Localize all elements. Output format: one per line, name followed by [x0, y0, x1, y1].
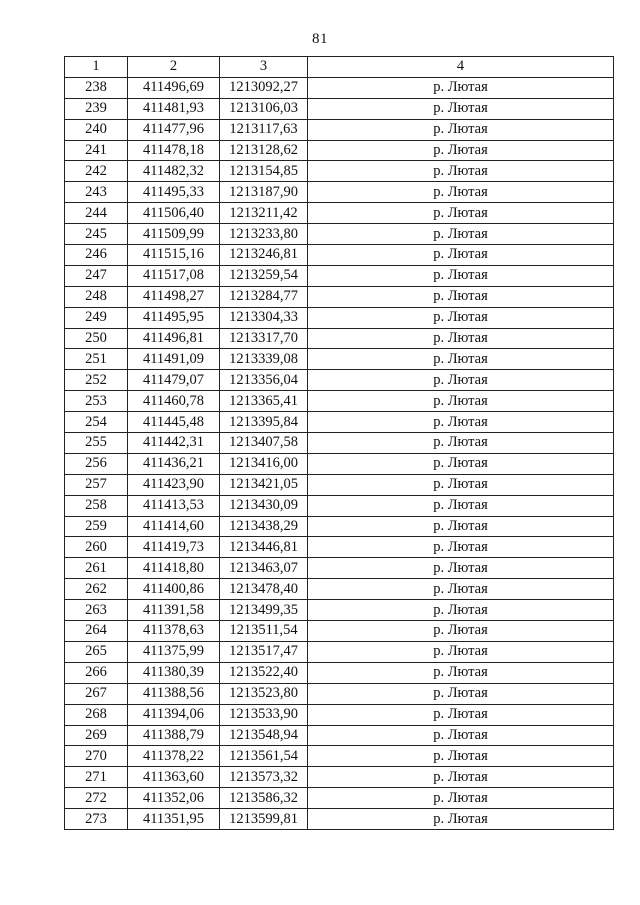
x-coordinate-cell: 411478,18	[128, 140, 220, 161]
point-number-cell: 243	[65, 182, 128, 203]
point-number-cell: 239	[65, 98, 128, 119]
object-name-cell: р. Лютая	[308, 641, 614, 662]
y-coordinate-cell: 1213304,33	[220, 307, 308, 328]
y-coordinate-cell: 1213407,58	[220, 433, 308, 454]
point-number-cell: 272	[65, 788, 128, 809]
x-coordinate-cell: 411495,33	[128, 182, 220, 203]
x-coordinate-cell: 411375,99	[128, 641, 220, 662]
y-coordinate-cell: 1213284,77	[220, 286, 308, 307]
table-row	[65, 161, 614, 182]
point-number-cell: 238	[65, 77, 128, 98]
y-coordinate-cell: 1213517,47	[220, 641, 308, 662]
page-number: 81	[312, 31, 328, 47]
table-row	[65, 391, 614, 412]
y-coordinate-cell: 1213499,35	[220, 600, 308, 621]
y-coordinate-cell: 1213446,81	[220, 537, 308, 558]
header-row	[65, 57, 614, 78]
x-coordinate-cell: 411506,40	[128, 203, 220, 224]
table-row	[65, 579, 614, 600]
object-name-cell: р. Лютая	[308, 140, 614, 161]
y-coordinate-cell: 1213365,41	[220, 391, 308, 412]
x-coordinate-cell: 411495,95	[128, 307, 220, 328]
object-name-cell: р. Лютая	[308, 224, 614, 245]
point-number-cell: 271	[65, 767, 128, 788]
table-row	[65, 641, 614, 662]
point-number-cell: 265	[65, 641, 128, 662]
table-row	[65, 224, 614, 245]
object-name-cell: р. Лютая	[308, 307, 614, 328]
point-number-cell: 247	[65, 265, 128, 286]
x-coordinate-cell: 411352,06	[128, 788, 220, 809]
y-coordinate-cell: 1213416,00	[220, 453, 308, 474]
y-coordinate-cell: 1213339,08	[220, 349, 308, 370]
x-coordinate-cell: 411477,96	[128, 119, 220, 140]
object-name-cell: р. Лютая	[308, 746, 614, 767]
table-header	[65, 57, 614, 78]
table-row	[65, 119, 614, 140]
table-row	[65, 245, 614, 266]
object-name-cell: р. Лютая	[308, 809, 614, 830]
x-coordinate-cell: 411482,32	[128, 161, 220, 182]
table-row	[65, 412, 614, 433]
table-row	[65, 203, 614, 224]
object-name-cell: р. Лютая	[308, 767, 614, 788]
y-coordinate-cell: 1213106,03	[220, 98, 308, 119]
table-row	[65, 516, 614, 537]
x-coordinate-cell: 411414,60	[128, 516, 220, 537]
y-coordinate-cell: 1213478,40	[220, 579, 308, 600]
y-coordinate-cell: 1213092,27	[220, 77, 308, 98]
y-coordinate-cell: 1213561,54	[220, 746, 308, 767]
object-name-cell: р. Лютая	[308, 788, 614, 809]
column-header-number: 1	[65, 57, 128, 78]
table-row	[65, 704, 614, 725]
x-coordinate-cell: 411400,86	[128, 579, 220, 600]
y-coordinate-cell: 1213421,05	[220, 474, 308, 495]
x-coordinate-cell: 411419,73	[128, 537, 220, 558]
object-name-cell: р. Лютая	[308, 600, 614, 621]
point-number-cell: 240	[65, 119, 128, 140]
table-row	[65, 307, 614, 328]
x-coordinate-cell: 411394,06	[128, 704, 220, 725]
x-coordinate-cell: 411442,31	[128, 433, 220, 454]
object-name-cell: р. Лютая	[308, 516, 614, 537]
point-number-cell: 248	[65, 286, 128, 307]
table-row	[65, 725, 614, 746]
y-coordinate-cell: 1213395,84	[220, 412, 308, 433]
object-name-cell: р. Лютая	[308, 203, 614, 224]
y-coordinate-cell: 1213259,54	[220, 265, 308, 286]
x-coordinate-cell: 411498,27	[128, 286, 220, 307]
point-number-cell: 256	[65, 453, 128, 474]
column-header-y: 3	[220, 57, 308, 78]
point-number-cell: 270	[65, 746, 128, 767]
point-number-cell: 244	[65, 203, 128, 224]
table-row	[65, 182, 614, 203]
table-row	[65, 662, 614, 683]
object-name-cell: р. Лютая	[308, 349, 614, 370]
y-coordinate-cell: 1213430,09	[220, 495, 308, 516]
column-header-x: 2	[128, 57, 220, 78]
x-coordinate-cell: 411378,63	[128, 621, 220, 642]
object-name-cell: р. Лютая	[308, 286, 614, 307]
table-row	[65, 600, 614, 621]
object-name-cell: р. Лютая	[308, 537, 614, 558]
x-coordinate-cell: 411496,81	[128, 328, 220, 349]
object-name-cell: р. Лютая	[308, 245, 614, 266]
object-name-cell: р. Лютая	[308, 725, 614, 746]
table-row	[65, 746, 614, 767]
coordinates-table	[64, 56, 614, 830]
object-name-cell: р. Лютая	[308, 412, 614, 433]
table-row	[65, 558, 614, 579]
object-name-cell: р. Лютая	[308, 119, 614, 140]
point-number-cell: 262	[65, 579, 128, 600]
object-name-cell: р. Лютая	[308, 683, 614, 704]
table-body	[65, 77, 614, 829]
object-name-cell: р. Лютая	[308, 328, 614, 349]
x-coordinate-cell: 411479,07	[128, 370, 220, 391]
point-number-cell: 252	[65, 370, 128, 391]
point-number-cell: 251	[65, 349, 128, 370]
x-coordinate-cell: 411378,22	[128, 746, 220, 767]
y-coordinate-cell: 1213187,90	[220, 182, 308, 203]
x-coordinate-cell: 411517,08	[128, 265, 220, 286]
point-number-cell: 263	[65, 600, 128, 621]
object-name-cell: р. Лютая	[308, 579, 614, 600]
table-row	[65, 265, 614, 286]
object-name-cell: р. Лютая	[308, 182, 614, 203]
table-row	[65, 140, 614, 161]
x-coordinate-cell: 411388,56	[128, 683, 220, 704]
x-coordinate-cell: 411509,99	[128, 224, 220, 245]
table-row	[65, 474, 614, 495]
table-row	[65, 495, 614, 516]
table-row	[65, 349, 614, 370]
table-row	[65, 537, 614, 558]
point-number-cell: 254	[65, 412, 128, 433]
table-row	[65, 788, 614, 809]
x-coordinate-cell: 411388,79	[128, 725, 220, 746]
column-header-object: 4	[308, 57, 614, 78]
y-coordinate-cell: 1213246,81	[220, 245, 308, 266]
object-name-cell: р. Лютая	[308, 474, 614, 495]
x-coordinate-cell: 411445,48	[128, 412, 220, 433]
point-number-cell: 266	[65, 662, 128, 683]
x-coordinate-cell: 411491,09	[128, 349, 220, 370]
object-name-cell: р. Лютая	[308, 453, 614, 474]
y-coordinate-cell: 1213317,70	[220, 328, 308, 349]
x-coordinate-cell: 411380,39	[128, 662, 220, 683]
object-name-cell: р. Лютая	[308, 433, 614, 454]
object-name-cell: р. Лютая	[308, 391, 614, 412]
table-row	[65, 328, 614, 349]
x-coordinate-cell: 411363,60	[128, 767, 220, 788]
point-number-cell: 255	[65, 433, 128, 454]
object-name-cell: р. Лютая	[308, 495, 614, 516]
point-number-cell: 242	[65, 161, 128, 182]
y-coordinate-cell: 1213599,81	[220, 809, 308, 830]
y-coordinate-cell: 1213548,94	[220, 725, 308, 746]
object-name-cell: р. Лютая	[308, 662, 614, 683]
y-coordinate-cell: 1213128,62	[220, 140, 308, 161]
object-name-cell: р. Лютая	[308, 704, 614, 725]
y-coordinate-cell: 1213586,32	[220, 788, 308, 809]
point-number-cell: 268	[65, 704, 128, 725]
point-number-cell: 241	[65, 140, 128, 161]
x-coordinate-cell: 411436,21	[128, 453, 220, 474]
y-coordinate-cell: 1213356,04	[220, 370, 308, 391]
point-number-cell: 250	[65, 328, 128, 349]
y-coordinate-cell: 1213211,42	[220, 203, 308, 224]
point-number-cell: 258	[65, 495, 128, 516]
object-name-cell: р. Лютая	[308, 621, 614, 642]
point-number-cell: 245	[65, 224, 128, 245]
table-row	[65, 683, 614, 704]
y-coordinate-cell: 1213463,07	[220, 558, 308, 579]
x-coordinate-cell: 411418,80	[128, 558, 220, 579]
point-number-cell: 246	[65, 245, 128, 266]
point-number-cell: 269	[65, 725, 128, 746]
x-coordinate-cell: 411460,78	[128, 391, 220, 412]
object-name-cell: р. Лютая	[308, 98, 614, 119]
x-coordinate-cell: 411351,95	[128, 809, 220, 830]
point-number-cell: 267	[65, 683, 128, 704]
point-number-cell: 253	[65, 391, 128, 412]
y-coordinate-cell: 1213523,80	[220, 683, 308, 704]
x-coordinate-cell: 411413,53	[128, 495, 220, 516]
y-coordinate-cell: 1213522,40	[220, 662, 308, 683]
x-coordinate-cell: 411515,16	[128, 245, 220, 266]
object-name-cell: р. Лютая	[308, 370, 614, 391]
point-number-cell: 257	[65, 474, 128, 495]
x-coordinate-cell: 411481,93	[128, 98, 220, 119]
point-number-cell: 264	[65, 621, 128, 642]
table-row	[65, 621, 614, 642]
table-row	[65, 809, 614, 830]
table-row	[65, 98, 614, 119]
table-row	[65, 370, 614, 391]
object-name-cell: р. Лютая	[308, 558, 614, 579]
y-coordinate-cell: 1213511,54	[220, 621, 308, 642]
object-name-cell: р. Лютая	[308, 161, 614, 182]
point-number-cell: 259	[65, 516, 128, 537]
point-number-cell: 261	[65, 558, 128, 579]
x-coordinate-cell: 411391,58	[128, 600, 220, 621]
table-row	[65, 453, 614, 474]
point-number-cell: 249	[65, 307, 128, 328]
x-coordinate-cell: 411423,90	[128, 474, 220, 495]
x-coordinate-cell: 411496,69	[128, 77, 220, 98]
object-name-cell: р. Лютая	[308, 265, 614, 286]
y-coordinate-cell: 1213233,80	[220, 224, 308, 245]
y-coordinate-cell: 1213438,29	[220, 516, 308, 537]
y-coordinate-cell: 1213154,85	[220, 161, 308, 182]
table-row	[65, 767, 614, 788]
y-coordinate-cell: 1213573,32	[220, 767, 308, 788]
object-name-cell: р. Лютая	[308, 77, 614, 98]
table-row	[65, 433, 614, 454]
table-row	[65, 77, 614, 98]
point-number-cell: 260	[65, 537, 128, 558]
y-coordinate-cell: 1213533,90	[220, 704, 308, 725]
table-row	[65, 286, 614, 307]
point-number-cell: 273	[65, 809, 128, 830]
y-coordinate-cell: 1213117,63	[220, 119, 308, 140]
